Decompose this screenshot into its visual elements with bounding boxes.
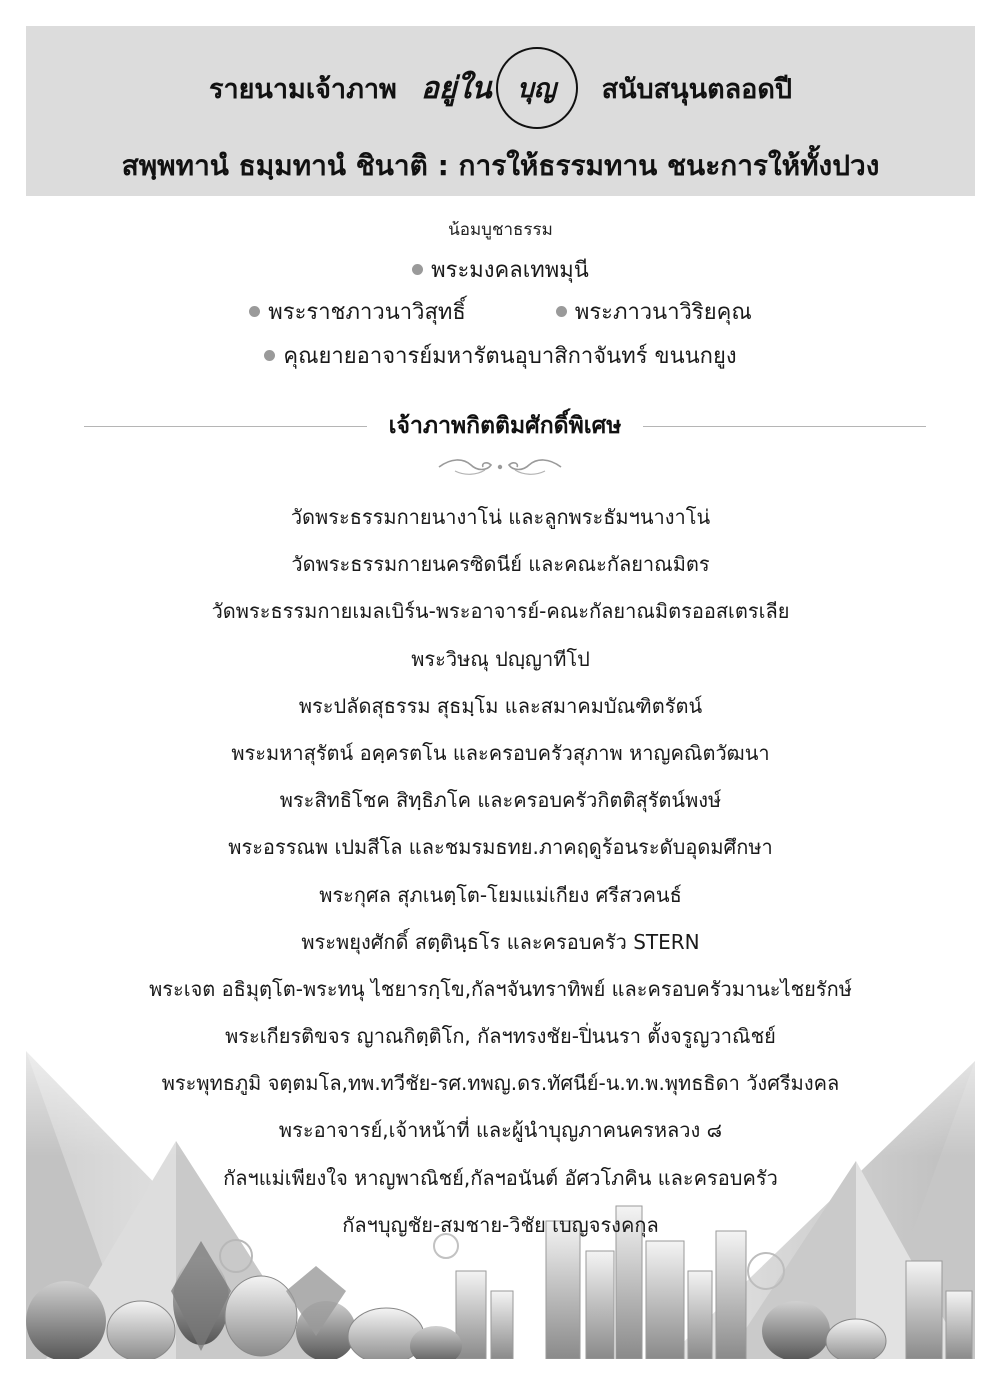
bullet-dot-icon xyxy=(556,306,567,317)
logo-circle xyxy=(496,47,578,129)
bullet-dot-icon xyxy=(249,306,260,317)
list-item: พระเจต อธิมุตฺโต-พระทนุ ไชยารกฺโข,กัลฯจันทราทิพย์ และครอบครัวมานะไชยรักษ์ xyxy=(149,976,852,1001)
list-item: พระพยุงศักดิ์ สตฺตินฺธโร และครอบครัว STERN xyxy=(301,929,700,954)
list-item: พระพุทธภูมิ จตฺตมโล,ทพ.ทวีชัย-รศ.ทพญ.ดร.ทัศนีย์-น.ท.พ.พุทธธิดา วังศรีมงคล xyxy=(161,1071,840,1096)
dedication-item xyxy=(264,338,736,373)
header-title-row xyxy=(26,48,975,128)
section-heading: เจ้าภาพกิตติมศักดิ์พิเศษ xyxy=(388,413,622,439)
ayunaiboon-logo xyxy=(421,47,578,129)
logo-script-text: อยู่ใน xyxy=(420,70,492,106)
dedication-item xyxy=(249,294,466,329)
dedication-row-2 xyxy=(26,294,975,329)
dedication-name: พระภาวนาวิริยคุณ xyxy=(574,300,752,325)
dedication-name: พระมงคลเทพมุนี xyxy=(431,258,589,283)
list-item: พระอาจารย์,เจ้าหน้าที่ และผู้นำบุญภาคนครหลวง ๘ xyxy=(278,1118,723,1143)
heading-rule-right xyxy=(643,426,926,427)
list-item: พระสิทธิโชค สิทฺธิภโค และครอบครัวกิตติสุรัตน์พงษ์ xyxy=(279,788,722,813)
list-item: วัดพระธรรมกายนครซิดนีย์ และคณะกัลยาณมิตร xyxy=(291,552,710,577)
list-item: วัดพระธรรมกายเมลเบิร์น-พระอาจารย์-คณะกัลยาณมิตรออสเตรเลีย xyxy=(211,599,790,624)
page-frame xyxy=(26,26,975,1359)
list-item: พระกุศล สุภเนตฺโต-โยมแม่เกียง ศรีสวคนธ์ xyxy=(319,882,682,907)
list-item: กัลฯบุญชัย-สมชาย-วิชัย เบญจรงคกุล xyxy=(342,1212,659,1237)
header-motto: สพฺพทานํ ธมฺมทานํ ชินาติ : การให้ธรรมทาน ชนะการให้ทั้งปวง xyxy=(121,149,880,182)
list-item: พระวิษณุ ปญฺญาทีโป xyxy=(411,646,590,671)
dedication-row-1 xyxy=(26,252,975,287)
dedication-intro: น้อมบูชาธรรม xyxy=(448,220,553,240)
bullet-dot-icon xyxy=(412,264,423,275)
bullet-dot-icon xyxy=(264,350,275,361)
list-item: พระอรรณพ เปมสีโล และชมรมธทย.ภาคฤดูร้อนระดับอุดมศึกษา xyxy=(228,835,773,860)
dedication-item xyxy=(556,294,752,329)
list-item: พระมหาสุรัตน์ อคฺครตโน และครอบครัวสุภาพ หาญคณิตวัฒนา xyxy=(231,740,770,765)
heading-rule-left xyxy=(84,426,367,427)
header-band xyxy=(26,26,975,196)
list-item: วัดพระธรรมกายนางาโน่ และลูกพระธัมฯนางาโน่ xyxy=(290,505,711,529)
list-item: พระปลัดสุธรรม สุธมฺโม และสมาคมบัณฑิตรัตน์ xyxy=(298,693,703,718)
header-left-text: รายนามเจ้าภาพ xyxy=(208,73,397,105)
dedication-name: พระราชภาวนาวิสุทธิ์ xyxy=(268,300,466,325)
list-item: พระเกียรติขจร ญาณกิตฺติโก, กัลฯทรงชัย-ปิ่นนรา ตั้งจรูญวาณิชย์ xyxy=(225,1024,776,1049)
section-heading-row xyxy=(84,408,926,444)
dedication-name: คุณยายอาจารย์มหารัตนอุบาสิกาจันทร์ ขนนกยูง xyxy=(283,344,737,369)
dedication-item xyxy=(412,252,589,287)
header-right-text: สนับสนุนตลอดปี xyxy=(601,73,793,105)
ornamental-flourish-icon xyxy=(435,456,565,478)
special-hosts-list xyxy=(26,494,975,1249)
list-item: กัลฯแม่เพียงใจ หาญพาณิชย์,กัลฯอนันต์ อัศวโภคิน และครอบครัว xyxy=(223,1165,778,1190)
dedication-row-3 xyxy=(26,338,975,373)
logo-circle-text: บุญ xyxy=(517,73,556,104)
